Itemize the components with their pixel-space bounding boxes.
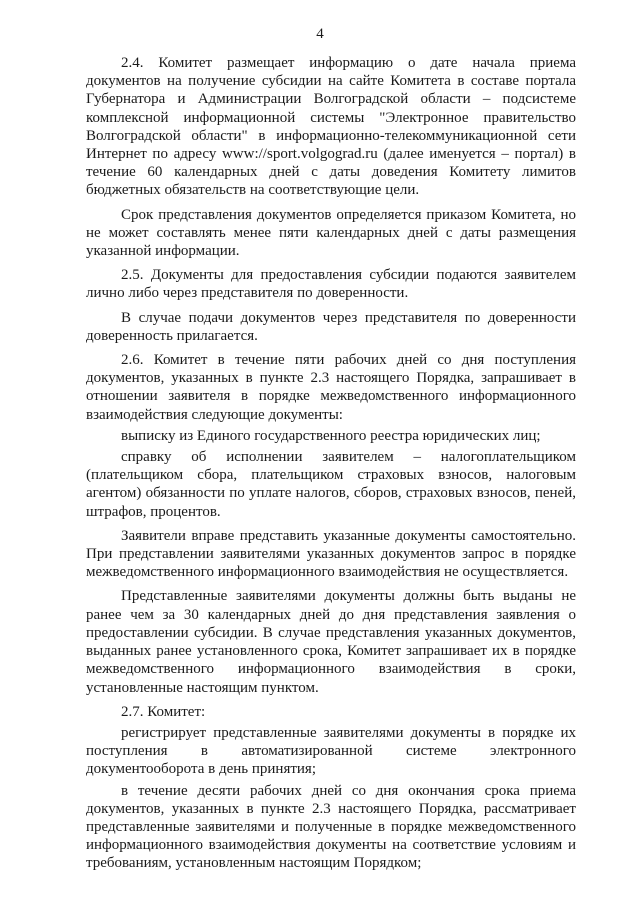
paragraph-registration: регистрирует представленные заявителями документы в порядке их поступления в автоматизированной системе электронного документооборота в день принятия;: [86, 724, 576, 778]
paragraph-registry-extract: выписку из Единого государственного реестра юридических лиц;: [121, 427, 541, 444]
paragraph-2-5: 2.5. Документы для предоставления субсидии подаются заявителем лично либо через представителя по доверенности.: [86, 267, 576, 302]
paragraph-review: в течение десяти рабочих дней со дня окончания срока приема документов, указанных в пункте 2.3 настоящего Порядка, рассматривает представленные заявителями и полученные в порядке межведомственного информационного взаимодействия документы на соответствие условиям и требованиям, установленным настоящим Порядком;: [86, 782, 576, 872]
paragraph-2-4: 2.4. Комитет размещает информацию о дате начала приема документов на получение субсидии на сайте Комитета в составе портала Губернатора и Администрации Волгоградской области – подсистеме комплексной информационной системы "Электронное правительство Волгоградской области" в информационно-телекоммуникационной сети Интернет по адресу www://sport.volgograd.ru (далее именуется – портал) в течение 60 календарных дней с даты доведения Комитету лимитов бюджетных обязательств на соответствующие цели.: [86, 55, 576, 199]
paragraph-2-6: 2.6. Комитет в течение пяти рабочих дней со дня поступления документов, указанных в пункте 2.3 настоящего Порядка, запрашивает в отношении заявителя в порядке межведомственного информационного взаимодействия следующие документы:: [86, 352, 576, 423]
paragraph-2-7: 2.7. Комитет:: [121, 703, 206, 720]
paragraph-document-validity: Представленные заявителями документы должны быть выданы не ранее чем за 30 календарных дней до дня представления заявления о предоставлении субсидии. В случае представления указанных документов, выданных ранее установленного срока, Комитет запрашивает их в порядке межведомственного информационного взаимодействия в сроки, установленные настоящим пунктом.: [86, 588, 576, 696]
paragraph-self-submission: Заявители вправе представить указанные документы самостоятельно. При представлении заявителями указанных документов запрос в порядке межведомственного информационного взаимодействия не осуществляется.: [86, 527, 576, 581]
page-number: 4: [316, 26, 324, 42]
document-body: [86, 54, 576, 879]
paragraph-deadline: Срок представления документов определяется приказом Комитета, но не может составлять менее пяти календарных дней с даты размещения указанной информации.: [86, 206, 576, 260]
paragraph-tax-certificate: справку об исполнении заявителем – налогоплательщиком (плательщиком сбора, плательщиком страховых взносов, налоговым агентом) обязанности по уплате налогов, сборов, страховых взносов, пеней, штрафов, процентов.: [86, 449, 576, 520]
paragraph-proxy: В случае подачи документов через представителя по доверенности доверенность прилагается.: [86, 309, 576, 344]
